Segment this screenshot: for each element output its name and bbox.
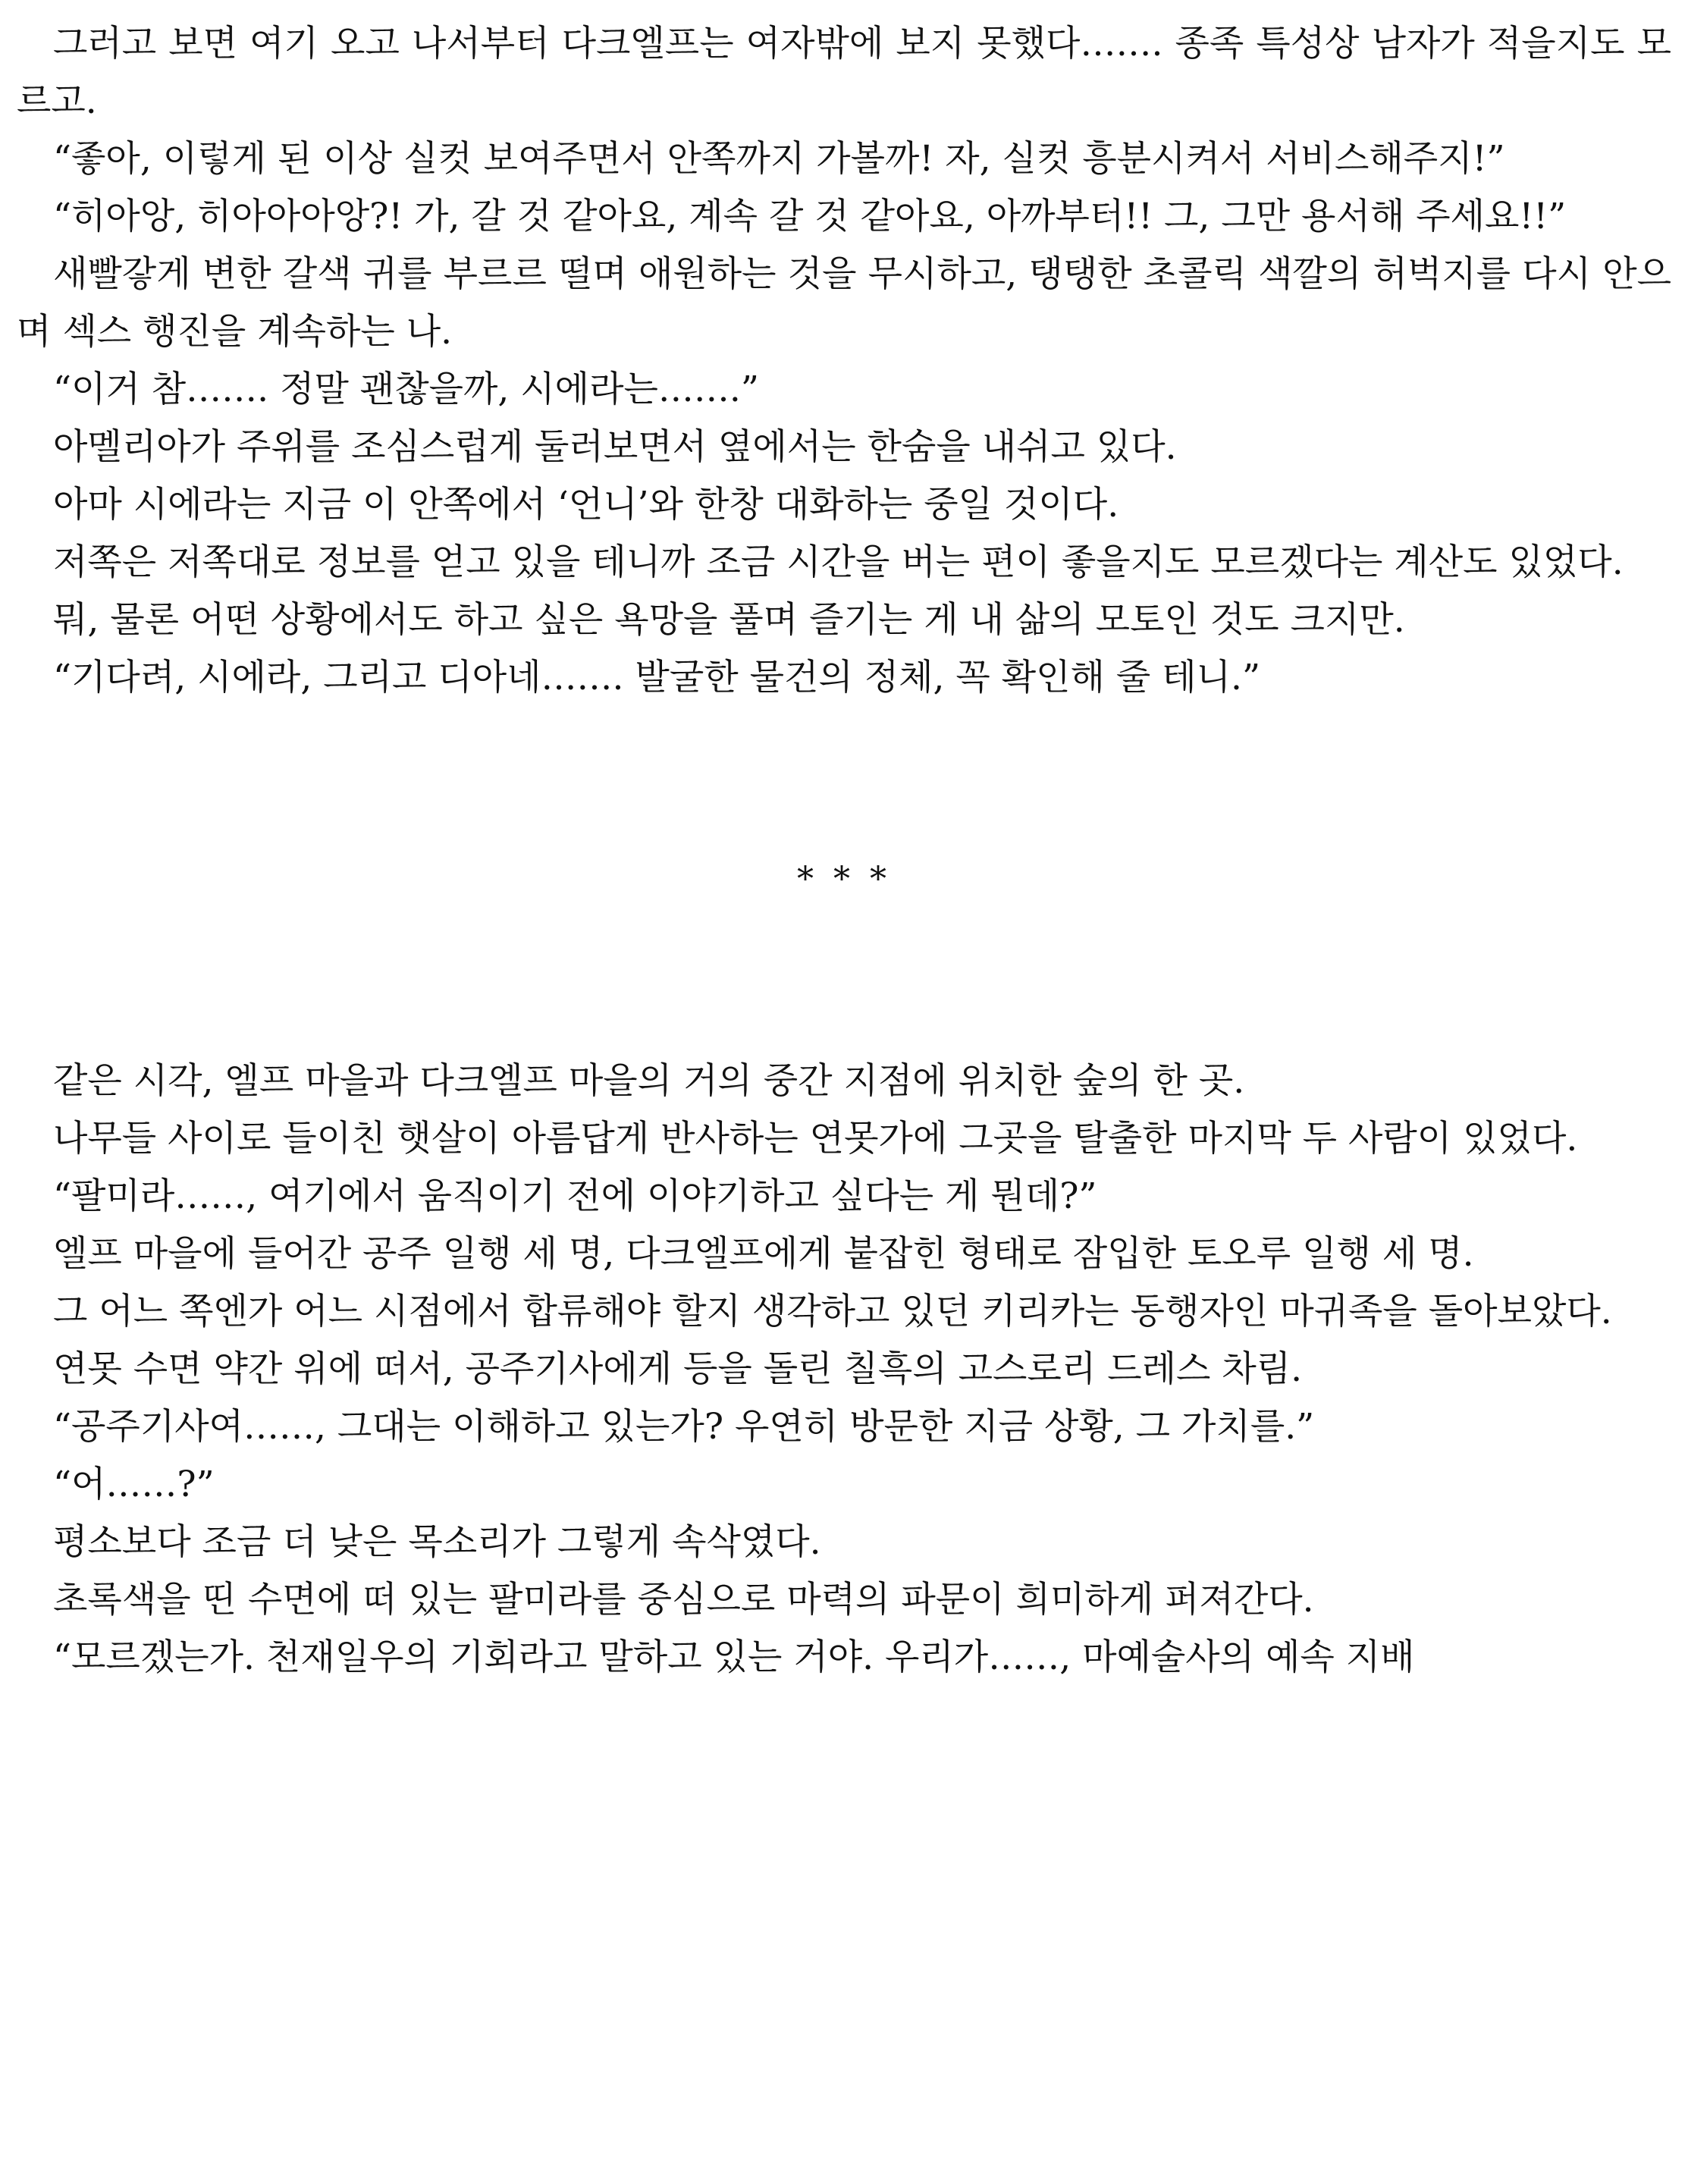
paragraph: 저쪽은 저쪽대로 정보를 얻고 있을 테니까 조금 시간을 버는 편이 좋을지도 모르겠다는 계산도 있었다. [53,541,1624,583]
paragraph: “좋아, 이렇게 된 이상 실컷 보여주면서 안쪽까지 가볼까! 자, 실컷 흥분시켜서 서비스해주지!” [53,138,1505,180]
paragraph: 엘프 마을에 들어간 공주 일행 세 명, 다크엘프에게 붙잡힌 형태로 잠입한 토오루 일행 세 명. [53,1233,1474,1275]
paragraph: “히아앙, 히아아아앙?! 가, 갈 것 같아요, 계속 갈 것 같아요, 아까부터!! 그, 그만 용서해 주세요!!” [53,196,1567,237]
paragraph: 아마 시에라는 지금 이 안쪽에서 ‘언니’와 한창 대화하는 중일 것이다. [53,484,1119,526]
paragraph: 같은 시각, 엘프 마을과 다크엘프 마을의 거의 중간 지점에 위치한 숲의 한 곳. [53,1060,1245,1102]
paragraph: “모르겠는가. 천재일우의 기회라고 말하고 있는 거야. 우리가……, 마예술사의 예속 지배 [53,1636,1415,1678]
paragraph: 평소보다 조금 더 낮은 목소리가 그렇게 속삭였다. [53,1521,821,1563]
paragraph: 그 어느 쪽엔가 어느 시점에서 합류해야 할지 생각하고 있던 키리카는 동행자인 마귀족을 돌아보았다. [53,1291,1612,1332]
section-separator: * * * [797,860,891,899]
paragraph: 연못 수면 약간 위에 떠서, 공주기사에게 등을 돌린 칠흑의 고스로리 드레스 차림. [53,1348,1303,1390]
paragraph: “어……?” [53,1464,215,1505]
paragraph: 뭐, 물론 어떤 상황에서도 하고 싶은 욕망을 풀며 즐기는 게 내 삶의 모토인 것도 크지만. [53,599,1405,641]
paragraph: 초록색을 띤 수면에 떠 있는 팔미라를 중심으로 마력의 파문이 희미하게 퍼져간다. [53,1579,1314,1621]
paragraph: 그러고 보면 여기 오고 나서부터 다크엘프는 여자밖에 보지 못했다……. 종족 특성상 남자가 적을지도 모르고. [17,23,1671,122]
paragraph: 새빨갛게 변한 갈색 귀를 부르르 떨며 애원하는 것을 무시하고, 탱탱한 초콜릭 색깔의 허벅지를 다시 안으며 섹스 행진을 계속하는 나. [17,253,1671,353]
paragraph: 아멜리아가 주위를 조심스럽게 둘러보면서 옆에서는 한숨을 내쉬고 있다. [53,426,1177,468]
paragraph: “공주기사여……, 그대는 이해하고 있는가? 우연히 방문한 지금 상황, 그 가치를.” [53,1406,1315,1448]
paragraph: 나무들 사이로 들이친 햇살이 아름답게 반사하는 연못가에 그곳을 탈출한 마지막 두 사람이 있었다. [53,1118,1578,1159]
paragraph: “이거 참……. 정말 괜찮을까, 시에라는…….” [53,369,759,410]
paragraph: “팔미라……, 여기에서 움직이기 전에 이야기하고 싶다는 게 뭔데?” [53,1175,1097,1217]
paragraph: “기다려, 시에라, 그리고 디아네……. 발굴한 물건의 정체, 꼭 확인해 줄 테니.” [53,657,1261,698]
